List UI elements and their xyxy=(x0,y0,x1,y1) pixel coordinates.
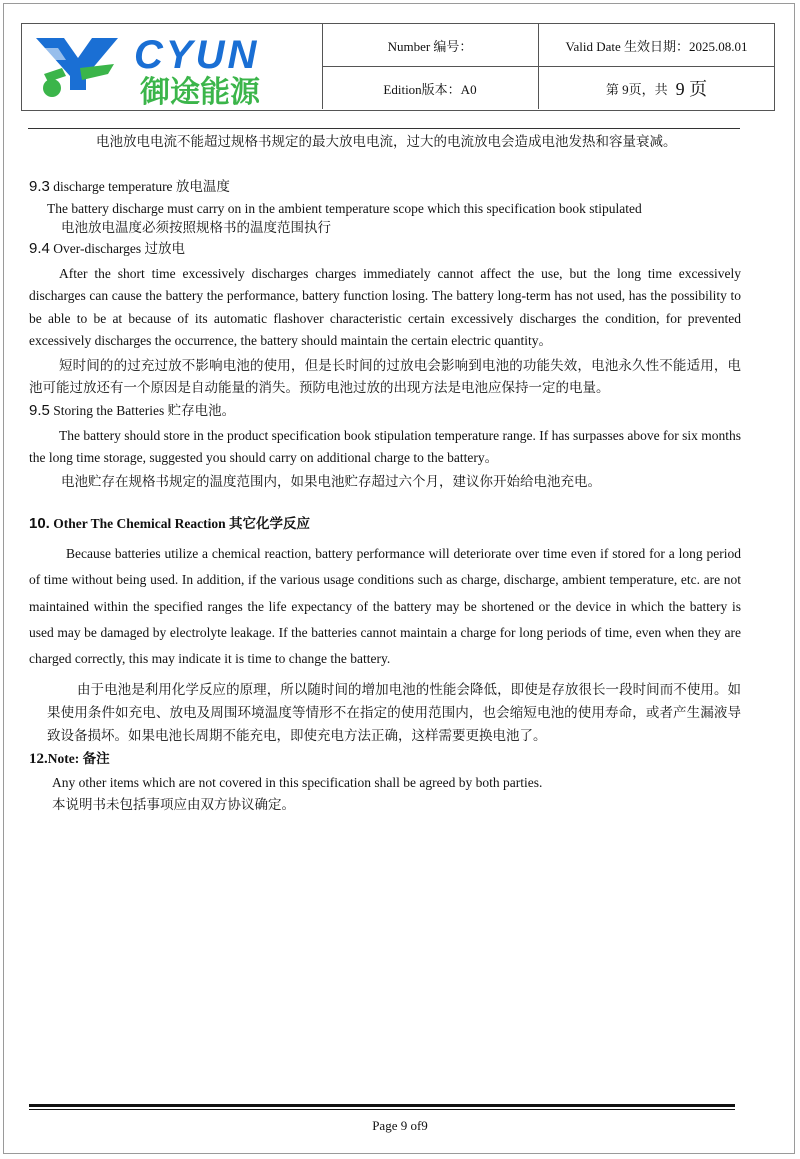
section-9-4-en: After the short time excessively discharges charges immediately cannot affect the use, but the long time excessively discharges can cause the battery the performance, battery function losing. The battery long-term has not used, has the possibility to be able to be at because of its automatic flashover characteristic certain excessively discharges the condition, for prevented excessively discharges the occurrence, the battery should maintain the certain electric quantity。 xyxy=(29,265,741,348)
section-9-5-heading xyxy=(29,400,741,422)
page-total: 9 页 xyxy=(675,79,708,99)
footer-rule-thin xyxy=(29,1109,735,1110)
section-10-cn: 由于电池是利用化学反应的原理，所以随时间的增加电池的性能会降低，即使是存放很长一段时间而不使用。如果使用条件如充电、放电及周围环境温度等情形不在指定的使用范围内，也会缩短电池的使用寿命，或者产生漏液导致设备损坏。如果电池长周期不能充电，即使充电方法正确，这样需要更换电池了。 xyxy=(47,682,741,744)
intro-cn-paragraph: 电池放电电流不能超过规格书规定的最大放电电流，过大的电流放电会造成电池发热和容量衰减。 xyxy=(96,134,677,149)
section-9-4-cn: 短时间的的过充过放不影响电池的使用，但是长时间的过放电会影响到电池的功能失效，电池永久性不能适用，电池可能过放还有一个原因是自动能量的消失。预防电池过放的出现方法是电池应保持一定的电量。 xyxy=(29,357,741,395)
header-divider xyxy=(28,128,740,129)
logo-text: CYUN xyxy=(134,33,260,77)
section-12-en: Any other items which are not covered in this specification shall be agreed by both parties. xyxy=(52,775,543,791)
section-12-cn: 本说明书未包括事项应由双方协议确定。 xyxy=(52,797,295,813)
section-9-5-cn: 电池贮存在规格书规定的温度范围内，如果电池贮存超过六个月，建议你开始给电池充电。 xyxy=(61,473,601,489)
section-10-heading xyxy=(29,513,741,535)
doc-number-label: Number 编号： xyxy=(387,38,473,54)
section-number: 12. xyxy=(29,751,48,768)
section-title: discharge temperature 放电温度 xyxy=(49,178,230,194)
valid-date-text: Valid Date 生效日期：2025.08.01 xyxy=(565,38,748,54)
valid-date-cell xyxy=(539,24,774,67)
section-9-4-heading xyxy=(29,238,741,260)
section-number: 10. xyxy=(29,515,50,532)
section-9-3-cn: 电池放电温度必须按照规格书的温度范围执行 xyxy=(61,219,331,235)
section-title: Other The Chemical Reaction 其它化学反应 xyxy=(49,516,310,531)
section-9-3-heading xyxy=(29,176,741,198)
section-number: 9.3 xyxy=(29,177,50,195)
footer-page-number: Page 9 of9 xyxy=(372,1118,428,1133)
section-title: Storing the Batteries 贮存电池。 xyxy=(49,402,236,418)
logo-mark-icon xyxy=(36,38,118,97)
section-title: Note: 备注 xyxy=(47,751,110,767)
company-logo xyxy=(22,24,323,109)
section-12-heading xyxy=(29,748,741,770)
page-prefix: 第 9页，共 xyxy=(605,81,668,97)
document-body xyxy=(29,131,741,816)
document-header xyxy=(21,23,775,111)
page-count-cell xyxy=(539,67,774,109)
doc-number-cell xyxy=(322,24,539,67)
section-9-5-en: The battery should store in the product specification book stipulation temperature range. If has surpasses above for six months the long time storage, suggested you should carry on additional charge to the battery。 xyxy=(29,427,741,465)
edition-text: Edition版本：A0 xyxy=(383,81,477,97)
section-9-3-en: The battery discharge must carry on in the ambient temperature scope which this specification book stipulated xyxy=(47,200,642,216)
footer-rule-thick xyxy=(29,1104,735,1107)
edition-cell xyxy=(322,67,539,109)
section-title: Over-discharges 过放电 xyxy=(49,240,186,256)
section-number: 9.4 xyxy=(29,239,50,257)
section-10-en: Because batteries utilize a chemical reaction, battery performance will deteriorate over time even if stored for a long period of time without being used. In addition, if the various usage conditions such as charge, discharge, ambient temperature, etc. are not maintained within the specified ranges the life expectancy of the battery may be shortened or the device in which the battery is used may be damaged by electrolyte leakage. If the batteries cannot maintain a charge for long periods of time, even when they are charged correctly, this may indicate it is time to change the battery. xyxy=(29,546,741,667)
logo-cn-text: 御途能源 xyxy=(140,75,260,108)
section-number: 9.5 xyxy=(29,401,50,419)
